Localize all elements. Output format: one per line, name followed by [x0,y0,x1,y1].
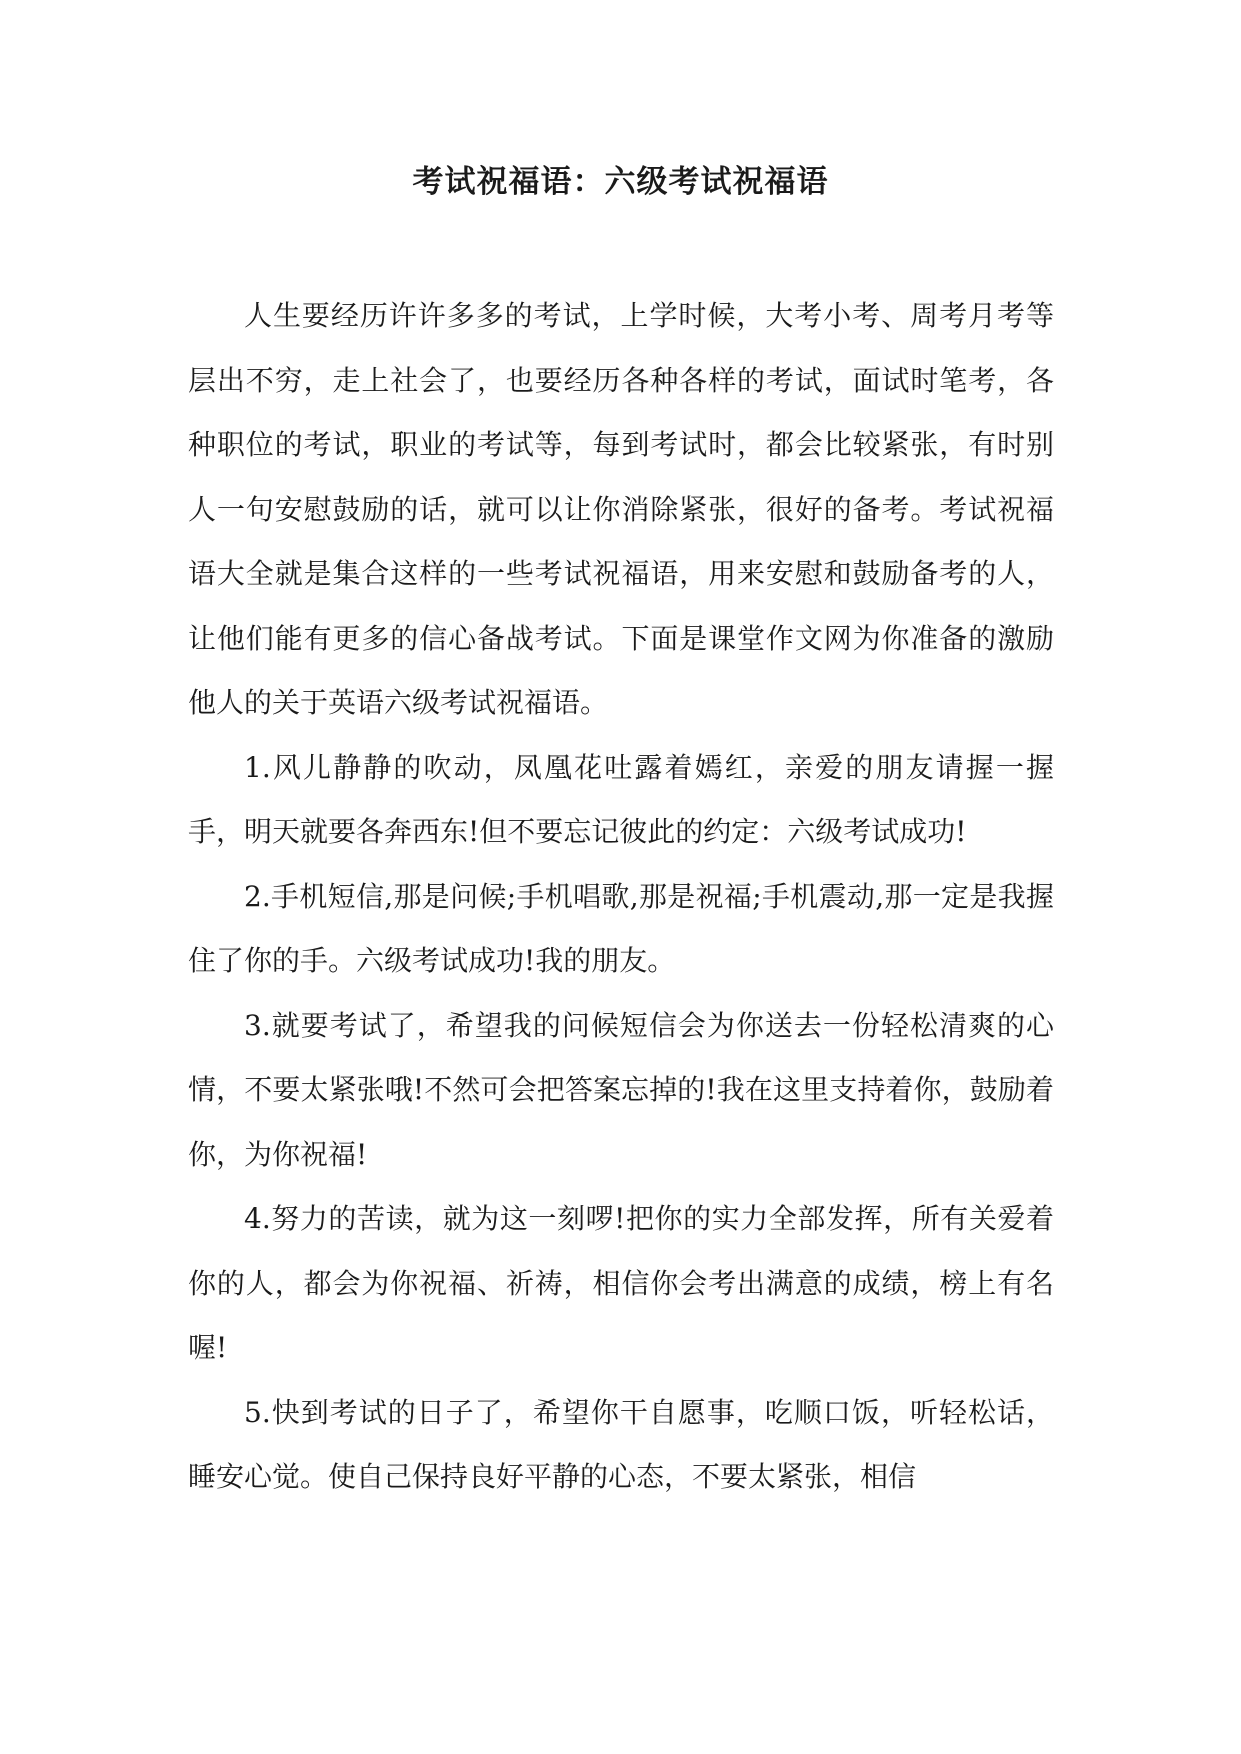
blessing-item-1: 1.风儿静静的吹动，凤凰花吐露着嫣红，亲爱的朋友请握一握手，明天就要各奔西东!但不要忘记彼此的约定：六级考试成功! [188,750,1054,848]
blessing-item-5: 5.快到考试的日子了，希望你干自愿事，吃顺口饭，听轻松话，睡安心觉。使自己保持良好平静的心态，不要太紧张，相信 [188,1395,1054,1493]
document-title: 考试祝福语：六级考试祝福语 [412,164,829,200]
blessing-item-4: 4.努力的苦读，就为这一刻啰!把你的实力全部发挥，所有关爱着你的人，都会为你祝福、祈祷，相信你会考出满意的成绩，榜上有名喔! [188,1202,1054,1364]
blessing-item-2: 2.手机短信,那是问候;手机唱歌,那是祝福;手机震动,那一定是我握住了你的手。六级考试成功!我的朋友。 [188,879,1054,977]
blessing-item-3: 3.就要考试了，希望我的问候短信会为你送去一份轻松清爽的心情，不要太紧张哦!不然可会把答案忘掉的!我在这里支持着你，鼓励着你，为你祝福! [188,1008,1054,1171]
intro-paragraph: 人生要经历许许多多的考试，上学时候，大考小考、周考月考等层出不穷，走上社会了，也要经历各种各样的考试，面试时笔考，各种职位的考试，职业的考试等，每到考试时，都会比较紧张，有时别人一句安慰鼓励的话，就可以让你消除紧张，很好的备考。考试祝福语大全就是集合这样的一些考试祝福语，用来安慰和鼓励备考的人，让他们能有更多的信心备战考试。下面是课堂作文网为你准备的激励他人的关于英语六级考试祝福语。 [188,299,1054,719]
document-body [188,284,1054,1510]
